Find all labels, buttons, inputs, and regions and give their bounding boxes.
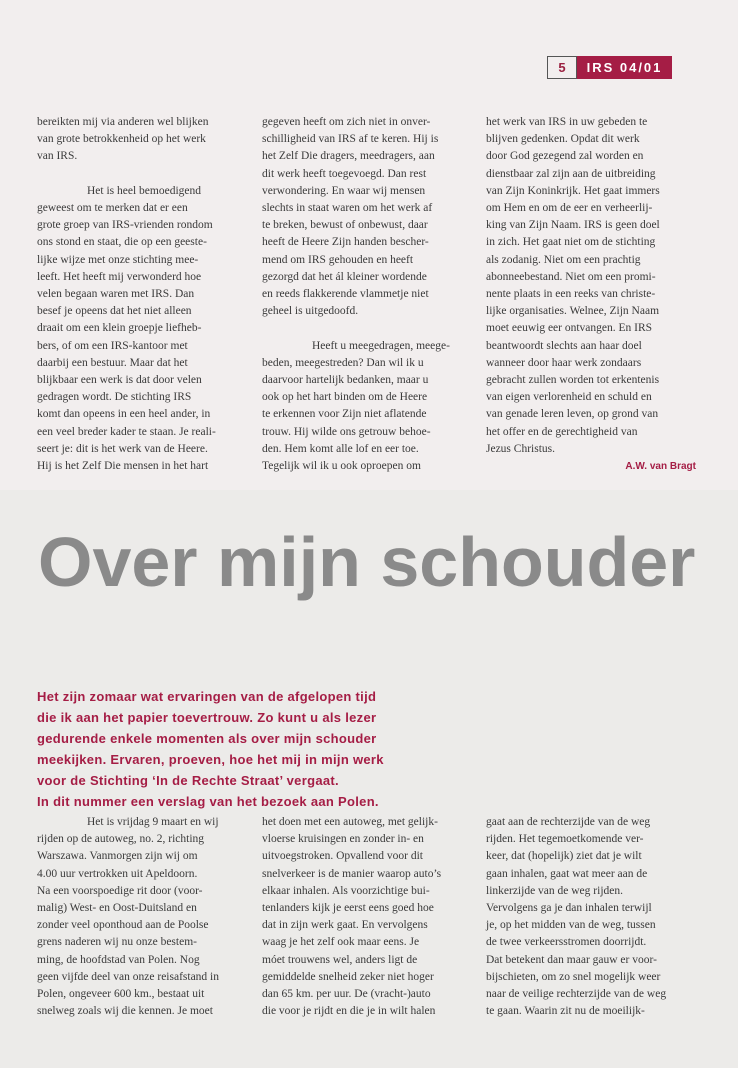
text-line: wanneer door haar werk zondaars [486, 356, 642, 369]
text-line: je, op het midden van de weg, tussen [486, 919, 656, 932]
text-line: uitvoegstroken. Opvallend voor dit [262, 850, 423, 863]
text-line: bereikten mij via anderen wel blijken [37, 116, 209, 128]
text-line: schilligheid van IRS af te keren. Hij is [262, 133, 439, 146]
text-line: draait om een klein groepje liefheb- [37, 322, 202, 335]
text-line: te erkennen voor Zijn niet aflatende [262, 408, 427, 421]
top-article-column-2 [262, 114, 474, 475]
text-line: om Hem en om de eer en verheerlij- [486, 202, 653, 215]
text-line: het offer en de gerechtigheid van [486, 425, 638, 438]
feature-intro [37, 686, 717, 812]
text-line: in zich. Het gaat niet om de stichting [486, 236, 656, 249]
text-line: lijke organisaties. Welnee, Zijn Naam [486, 305, 660, 318]
text-line: linkerzijde van de weg rijden. [486, 884, 623, 897]
text-line: Hij is het Zelf Die mensen in het hart [37, 460, 209, 473]
text-line: rijden op de autoweg, no. 2, richting [37, 833, 205, 846]
text-line: gedragen wordt. De stichting IRS [37, 391, 192, 404]
text-line: Vervolgens ga je dan inhalen terwijl [486, 902, 652, 915]
feature-column-2 [262, 814, 474, 1020]
text-line: móet trouwens wel, anders ligt de [262, 953, 418, 966]
text-line: snelweg zoals wij die kennen. Je moet [37, 1005, 213, 1018]
feature-title: Over mijn schouder [38, 523, 696, 601]
paragraph-gap [262, 320, 474, 337]
text-line: ming, de hoofdstad van Polen. Nog [37, 953, 200, 966]
text-line: het doen met een autoweg, met gelijk- [262, 816, 438, 828]
text-line: gebracht zullen worden tot erkentenis [486, 374, 660, 387]
text-line: die voor je rijdt en die je in wilt halen [262, 1005, 436, 1018]
text-line: te breken, bewust of onbewust, daar [262, 219, 428, 232]
text-line: en reeds flakkerende vlammetje niet [262, 288, 429, 301]
text-line: van genade leren leven, op grond van [486, 408, 659, 421]
text-line: Het is heel bemoedigend [87, 184, 202, 197]
intro-line: voor de Stichting ‘In de Rechte Straat’ vergaat. [37, 773, 339, 788]
page-header-badge [547, 56, 672, 79]
text-line: mend om IRS gehouden en heeft [262, 253, 414, 266]
text-line: rijden. Het tegemoetkomende ver- [486, 833, 644, 846]
feature-column-1 [37, 814, 249, 1020]
intro-line: meekijken. Ervaren, proeven, hoe het mij in mijn werk [37, 752, 384, 767]
text-line: Dat betekent dan maar gauw er voor- [486, 953, 657, 966]
text-line: elkaar inhalen. Als voorzichtige bui- [262, 884, 430, 897]
text-line: dat in zijn werk gaat. En vervolgens [262, 919, 428, 932]
text-line: het Zelf Die dragers, meedragers, aan [262, 150, 435, 163]
issue-label: IRS 04/01 [577, 56, 672, 79]
text-line: zonder veel oponthoud aan de Poolse [37, 919, 209, 932]
text-line: nente plaats in een reeks van christe- [486, 288, 656, 301]
top-article-column-1 [37, 114, 249, 475]
page-number: 5 [547, 56, 577, 79]
intro-line: gedurende enkele momenten als over mijn schouder [37, 731, 377, 746]
text-line: leeft. Het heeft mij verwonderd hoe [37, 270, 202, 283]
text-line: Heeft u meegedragen, meege- [312, 339, 450, 352]
text-line: Na een voorspoedige rit door (voor- [37, 884, 203, 897]
text-line: Warszawa. Vanmorgen zijn wij om [37, 850, 198, 863]
author-signature: A.W. van Bragt [625, 461, 696, 473]
text-line: vloerse kruisingen en zonder in- en [262, 833, 424, 846]
text-line: blijven gedenken. Opdat dit werk [486, 133, 640, 146]
text-line: trouw. Hij wilde ons getrouw behoe- [262, 425, 431, 438]
text-line: van IRS. [37, 150, 78, 163]
text-line: grote groep van IRS-vrienden rondom [37, 219, 213, 232]
intro-line: In dit nummer een verslag van het bezoek aan Polen. [37, 794, 379, 809]
text-line: bijschieten, om zo snel mogelijk weer [486, 970, 661, 983]
text-line: dan 65 km. per uur. De (vracht-)auto [262, 988, 431, 1001]
intro-line: Het zijn zomaar wat ervaringen van de afgelopen tijd [37, 689, 377, 704]
text-line: moet eeuwig eer ontvangen. En IRS [486, 322, 653, 335]
text-line: te gaan. Waarin zit nu de moeilijk- [486, 1005, 645, 1018]
text-line: als zodanig. Niet om een prachtig [486, 253, 641, 266]
text-line: besef je opeens dat het niet alleen [37, 305, 192, 318]
text-line: velen begaan waren met IRS. Dan [37, 288, 195, 301]
text-line: abonneebestand. Niet om een promi- [486, 270, 656, 283]
text-line: gemiddelde snelheid zeker niet hoger [262, 970, 434, 983]
text-line: snelverkeer is de manier waarop auto’s [262, 867, 442, 880]
text-line: slechts in staat waren om het werk af [262, 202, 433, 215]
feature-column-3 [486, 814, 698, 1020]
intro-line: die ik aan het papier toevertrouw. Zo kunt u als lezer [37, 710, 377, 725]
text-line: grens naderen wij nu onze bestem- [37, 936, 197, 949]
text-line: naar de veilige rechterzijde van de weg [486, 988, 667, 1001]
text-line: gegeven heeft om zich niet in onver- [262, 116, 431, 128]
text-line: king van Zijn Naam. IRS is geen doel [486, 219, 660, 232]
text-line: lijke wijze met onze stichting mee- [37, 253, 199, 266]
text-line: door God gezegend zal worden en [486, 150, 644, 163]
text-line: blijkbaar een werk is dat door velen [37, 374, 202, 387]
text-line: een veel breder kader te staan. Je reali- [37, 425, 216, 438]
text-line: de twee verkeersstromen doorrijdt. [486, 936, 647, 949]
text-line: heeft de Heere Zijn handen bescher- [262, 236, 429, 249]
text-line: van Zijn Koninkrijk. Het gaat immers [486, 184, 660, 197]
text-line: tenlanders kijk je eerst eens goed hoe [262, 902, 434, 915]
text-line: ons stond en staat, die op een geeste- [37, 236, 207, 249]
text-line: seert je: dit is het werk van de Heere. [37, 442, 208, 455]
paragraph-gap [37, 166, 249, 183]
text-line: 4.00 uur vertrokken uit Apeldoorn. [37, 867, 198, 880]
text-line: gaan inhalen, gaat wat meer aan de [486, 867, 648, 880]
text-line: beden, meegestreden? Dan wil ik u [262, 356, 424, 369]
text-line: Tegelijk wil ik u ook oproepen om [262, 460, 421, 473]
text-line: geheel is uitgedoofd. [262, 305, 359, 318]
text-line: den. Hem komt alle lof en eer toe. [262, 442, 419, 455]
text-line: geen vijfde deel van onze reisafstand in [37, 970, 220, 983]
text-line: ook op het hart binden om de Heere [262, 391, 428, 404]
text-line: gezorgd dat het ál kleiner wordende [262, 270, 427, 283]
text-line: Polen, ongeveer 600 km., bestaat uit [37, 988, 205, 1001]
text-line: van eigen verlorenheid en schuld en [486, 391, 652, 404]
text-line: daarvoor hartelijk bedanken, maar u [262, 374, 429, 387]
text-line: daarbij een bestuur. Maar dat het [37, 356, 188, 369]
text-line: het werk van IRS in uw gebeden te [486, 116, 648, 128]
text-line: malig) West- en Oost-Duitsland en [37, 902, 197, 915]
top-article-column-3 [486, 114, 698, 475]
text-line: van grote betrokkenheid op het werk [37, 133, 206, 146]
text-line: gaat aan de rechterzijde van de weg [486, 816, 651, 828]
text-line: komt dan opeens in een heel ander, in [37, 408, 211, 421]
text-line: waag je het zelf ook maar eens. Je [262, 936, 420, 949]
text-line: dit werk heeft toegevoegd. Dan rest [262, 167, 427, 180]
text-line: Jezus Christus. [486, 442, 555, 455]
text-line: keer, dat (hopelijk) ziet dat je wilt [486, 850, 642, 863]
text-line: geweest om te merken dat er een [37, 202, 188, 214]
text-line: bers, of om een IRS-kantoor met [37, 339, 188, 352]
text-line: Het is vrijdag 9 maart en wij [87, 816, 219, 828]
text-line: verwondering. En waar wij mensen [262, 184, 426, 197]
text-line: beantwoordt slechts aan haar doel [486, 339, 642, 352]
text-line: dienstbaar zal zijn aan de uitbreiding [486, 167, 656, 180]
